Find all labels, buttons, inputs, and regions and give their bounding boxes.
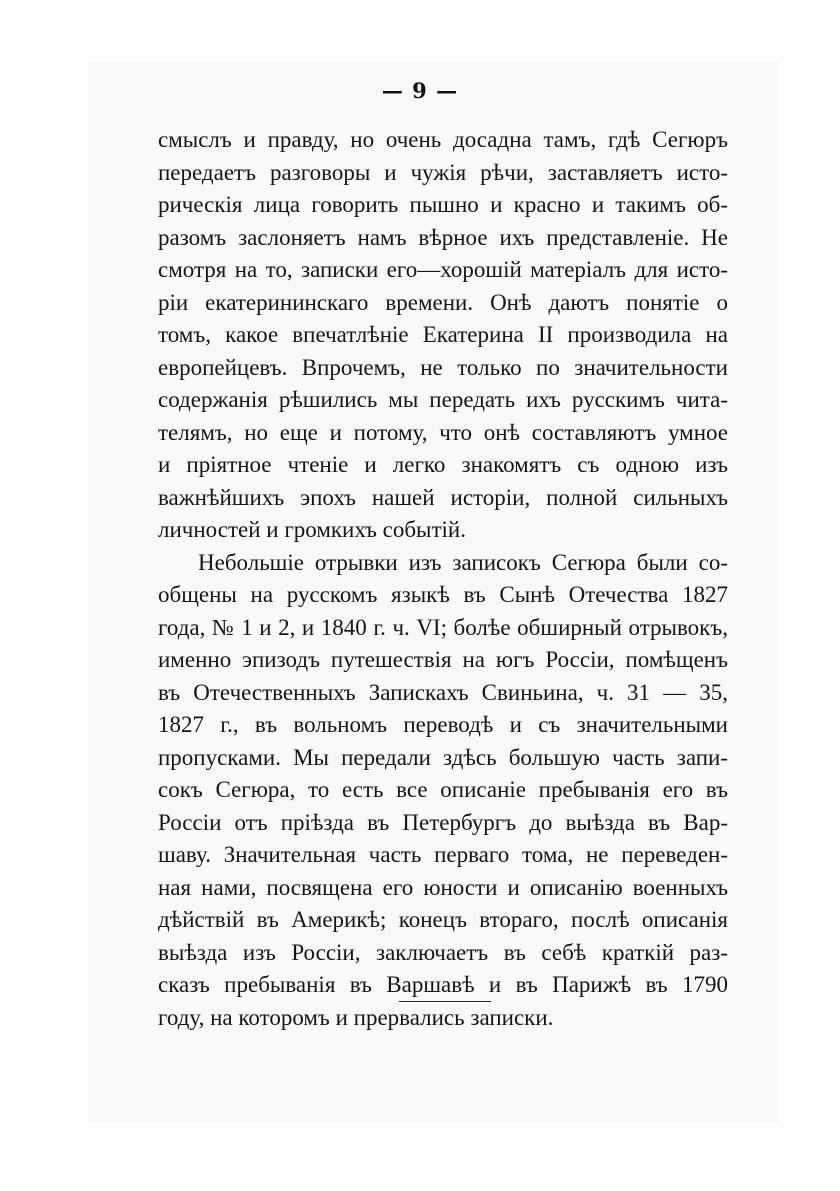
text-line: содержанія рѣшились мы передать ихъ русскимъ чита- [158, 387, 728, 412]
text-line: Небольшіе отрывки изъ записокъ Сегюра были со- [198, 549, 728, 575]
text-line: въ Отечественныхъ Запискахъ Свиньина, ч. 31 — 35, [158, 679, 728, 705]
text-line: именно эпизодъ путешествія на югъ Россіи, помѣщенъ [158, 647, 728, 672]
text-line: дѣйствій въ Америкѣ; конецъ втораго, послѣ описанія [158, 907, 728, 932]
text-line: пропусками. Мы передали здѣсь большую часть запи- [158, 744, 728, 770]
text-line: Россіи отъ пріѣзда въ Петербургъ до выѣзда въ Вар- [158, 809, 728, 835]
text-line: телямъ, но еще и потому, что онѣ составляютъ умное [158, 419, 728, 445]
text-line: года, № 1 и 2, и 1840 г. ч. VI; болѣе обширный отрывокъ, [158, 614, 728, 640]
text-line: 1827 г., въ вольномъ переводѣ и съ значительными [158, 712, 728, 737]
text-line: общены на русскомъ языкѣ въ Сынѣ Отечества 1827 [158, 582, 728, 607]
text-line: личностей и громкихъ событій. [158, 517, 466, 542]
page-number: — 9 — [381, 78, 459, 103]
text-line: важнѣйшихъ эпохъ нашей исторіи, полной сильныхъ [158, 484, 728, 510]
text-line: рическія лица говорить пышно и красно и такимъ об- [158, 192, 728, 217]
body-text [158, 124, 728, 1034]
text-line: томъ, какое впечатлѣніе Екатерина II производила на [158, 322, 728, 347]
text-line: европейцевъ. Впрочемъ, не только по значительности [158, 354, 728, 380]
text-line: ріи екатерининскаго времени. Онѣ даютъ понятіе о [158, 289, 728, 315]
text-line: и пріятное чтеніе и легко знакомятъ съ одною изъ [158, 452, 728, 477]
text-line: смотря на то, записки его—хорошій матеріалъ для исто- [158, 257, 728, 282]
section-divider [399, 1001, 491, 1002]
text-line: сокъ Сегюра, то есть все описаніе пребыванія его въ [158, 777, 728, 802]
text-line: сказъ пребыванія въ Варшавѣ и въ Парижѣ въ 1790 [158, 972, 728, 997]
text-line: году, на которомъ и прервались записки. [158, 1004, 554, 1030]
text-line: разомъ заслоняетъ намъ вѣрное ихъ представленіе. Не [158, 224, 728, 250]
text-line: передаетъ разговоры и чужія рѣчи, заставляетъ исто- [158, 159, 728, 185]
text-line: выѣзда изъ Россіи, заключаетъ въ себѣ краткій раз- [158, 939, 728, 965]
text-line: шаву. Значительная часть перваго тома, не переведен- [158, 842, 728, 867]
text-line: ная нами, посвящена его юности и описанію военныхъ [158, 874, 728, 900]
text-line: смыслъ и правду, но очень досадна тамъ, гдѣ Сегюръ [158, 127, 728, 152]
